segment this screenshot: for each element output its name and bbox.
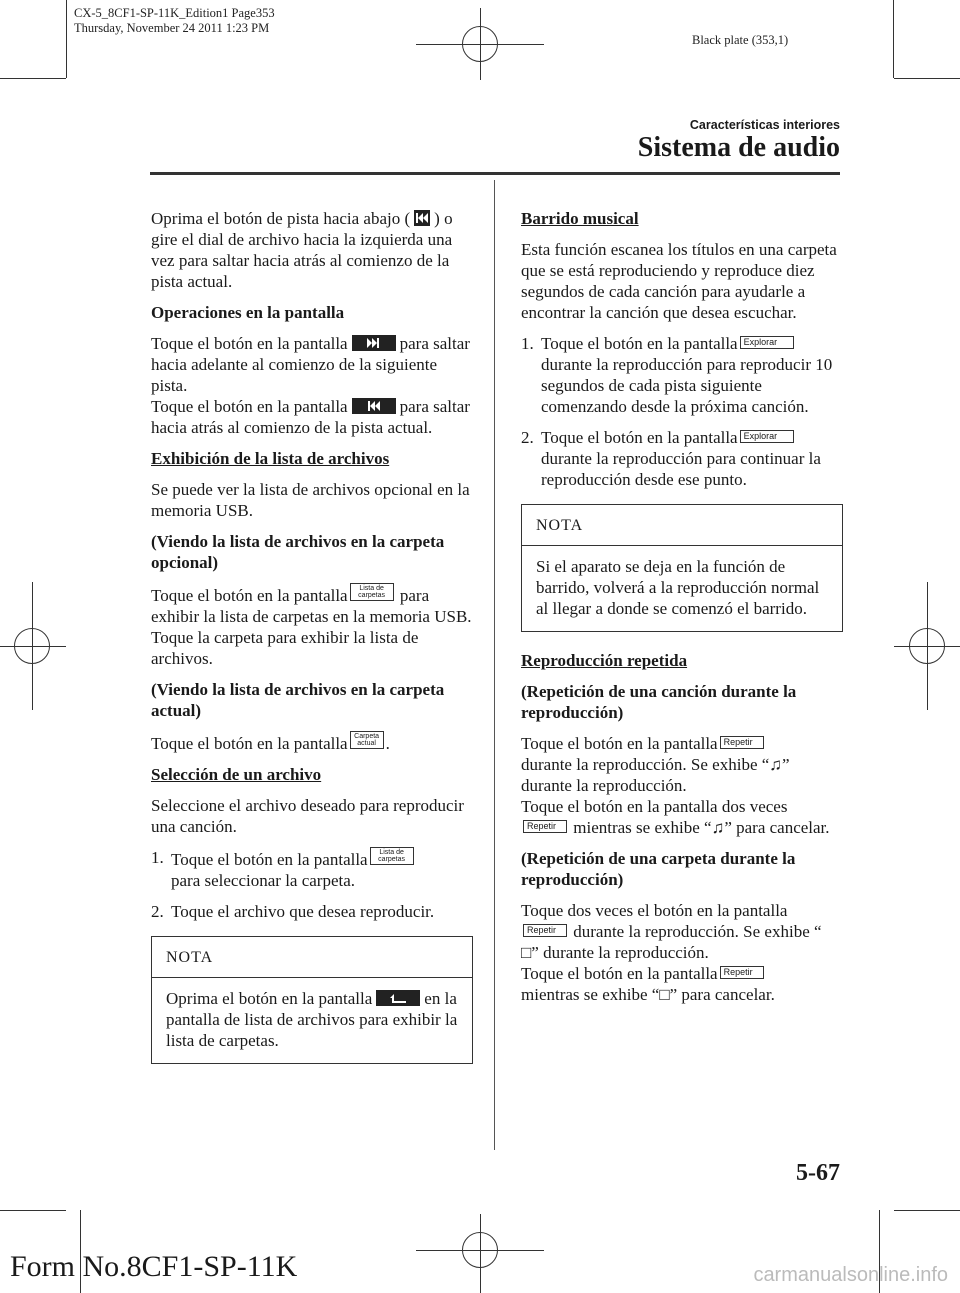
right-column — [521, 208, 843, 1015]
subheading: (Viendo la lista de archivos en la carpeta opcional) — [151, 532, 445, 572]
list-number: 2. — [151, 902, 164, 921]
text: para exhibir la lista de carpetas en la memoria USB. Toque la carpeta para exhibir la lista de archivos. — [151, 586, 472, 668]
subheading: (Viendo la lista de archivos en la carpeta actual) — [151, 680, 445, 720]
form-number: Form No.8CF1-SP-11K — [10, 1250, 298, 1283]
next-track-icon — [352, 335, 396, 351]
text: Toque el botón en la pantalla — [541, 428, 738, 447]
crop-mark — [0, 1210, 66, 1211]
text: para seleccionar la carpeta. — [171, 871, 356, 890]
subheading: Operaciones en la pantalla — [151, 303, 345, 322]
current-folder-button: Carpeta actual — [350, 731, 384, 749]
text: para saltar hacia adelante al comienzo de la siguiente pista. — [151, 334, 470, 395]
prev-track-icon — [414, 210, 430, 226]
text: durante la reproducción para reproducir 10 segundos de cada pista siguiente comenzando desde la próxima canción. — [541, 355, 833, 416]
folder-list-button: Lista de carpetas — [370, 847, 414, 865]
paragraph — [151, 731, 473, 754]
registration-circle — [462, 26, 498, 62]
explore-button: Explorar — [740, 430, 794, 443]
subheading: (Repetición de una carpeta durante la reproducción) — [521, 849, 796, 889]
note-box — [521, 504, 843, 632]
crop-mark — [66, 0, 67, 78]
header-rule — [150, 172, 840, 175]
watermark: carmanualsonline.info — [753, 1264, 948, 1286]
text: ” para cancelar. — [724, 818, 830, 837]
list-number: 1. — [521, 334, 534, 353]
text: Toque el botón en la pantalla — [541, 334, 738, 353]
section-heading: Barrido musical — [521, 209, 639, 228]
text: Toque el archivo que desea reproducir. — [171, 902, 435, 921]
text: o gire el dial de archivo hacia la izquierda una vez para saltar hacia atrás al comienzo de la pista actual. — [151, 209, 453, 291]
left-column — [151, 208, 473, 1082]
section-heading: Exhibición de la lista de archivos — [151, 449, 390, 468]
crop-mark — [894, 1210, 960, 1211]
text: Toque el botón en la pantalla — [171, 850, 368, 869]
section-label: Características interiores — [689, 118, 840, 132]
print-meta — [74, 6, 275, 36]
list-item — [521, 427, 843, 490]
repeat-button: Repetir — [523, 820, 567, 833]
text: ” durante la reproducción. — [521, 755, 790, 795]
crop-mark — [894, 78, 960, 79]
paragraph: Esta función escanea los títulos en una carpeta que se está reproduciendo y reproduce diez segundos de cada canción para ayudarle a encontrar la canción que desea escuchar. — [521, 240, 837, 322]
section-heading: Reproducción repetida — [521, 651, 688, 670]
text: en la pantalla de lista de archivos para exhibir la lista de carpetas. — [166, 989, 458, 1050]
print-meta-line2: Thursday, November 24 2011 1:23 PM — [74, 21, 270, 35]
black-plate-label: Black plate (353,1) — [692, 33, 789, 47]
text: Toque el botón en la pantalla — [151, 586, 348, 605]
text: durante la reproducción. Se exhibe “ — [521, 755, 770, 774]
list-number: 2. — [521, 428, 534, 447]
page-number: 5-67 — [796, 1160, 840, 1186]
text: ) — [434, 209, 440, 228]
prev-track-icon — [352, 398, 396, 414]
text: para saltar hacia atrás al comienzo de la pista actual. — [151, 397, 470, 437]
text: Toque el botón en la pantalla — [521, 734, 718, 753]
music-note-icon: ♫ — [711, 818, 725, 837]
paragraph — [521, 733, 843, 838]
registration-circle — [462, 1232, 498, 1268]
text: . — [385, 734, 390, 753]
text: Toque dos veces el botón en la pantalla — [521, 901, 788, 920]
crop-mark — [893, 0, 894, 78]
list-item — [521, 333, 843, 417]
text: Toque el botón en la pantalla — [151, 334, 348, 353]
back-folder-icon — [376, 990, 420, 1006]
repeat-button: Repetir — [720, 966, 764, 979]
note-title: NOTA — [152, 937, 472, 978]
text: Toque el botón en la pantalla — [151, 397, 348, 416]
text: ” durante la reproducción. — [531, 943, 709, 962]
paragraph — [151, 583, 473, 669]
column-divider — [494, 180, 495, 1150]
list-item — [151, 901, 473, 922]
paragraph — [151, 208, 473, 292]
crop-mark — [0, 78, 66, 79]
music-note-icon: ♫ — [769, 755, 783, 774]
repeat-button: Repetir — [720, 736, 764, 749]
text: Toque el botón en la pantalla dos veces — [521, 797, 788, 816]
note-body: Si el aparato se deja en la función de barrido, volverá a la reproducción normal al llegar a donde se comenzó el barrido. — [536, 557, 820, 618]
note-title: NOTA — [522, 505, 842, 546]
subheading: (Repetición de una canción durante la reproducción) — [521, 682, 797, 722]
section-heading: Selección de un archivo — [151, 765, 322, 784]
text: durante la reproducción para continuar la reproducción desde ese punto. — [541, 449, 821, 489]
explore-button: Explorar — [740, 336, 794, 349]
paragraph: Se puede ver la lista de archivos opcional en la memoria USB. — [151, 480, 470, 520]
text: Oprima el botón en la pantalla — [166, 989, 373, 1008]
folder-icon: □ — [659, 985, 670, 1004]
list-item — [151, 847, 473, 891]
text: Oprima el botón de pista hacia abajo ( — [151, 209, 411, 228]
text: durante la reproducción. Se exhibe “ — [573, 922, 822, 941]
text: mientras se exhibe “ — [573, 818, 712, 837]
folder-icon: □ — [521, 943, 532, 962]
page-title: Sistema de audio — [637, 132, 840, 163]
paragraph — [521, 900, 843, 1005]
text: Toque el botón en la pantalla — [151, 734, 348, 753]
folder-list-button: Lista de carpetas — [350, 583, 394, 601]
paragraph — [151, 333, 473, 438]
registration-circle — [14, 628, 50, 664]
paragraph: Seleccione el archivo deseado para reproducir una canción. — [151, 796, 464, 836]
text: ” para cancelar. — [669, 985, 775, 1004]
repeat-button: Repetir — [523, 924, 567, 937]
text: mientras se exhibe “ — [521, 985, 660, 1004]
print-meta-line1: CX-5_8CF1-SP-11K_Edition1 Page353 — [74, 6, 275, 20]
registration-circle — [909, 628, 945, 664]
text: Toque el botón en la pantalla — [521, 964, 718, 983]
note-body — [152, 978, 472, 1063]
note-box — [151, 936, 473, 1064]
list-number: 1. — [151, 848, 164, 867]
